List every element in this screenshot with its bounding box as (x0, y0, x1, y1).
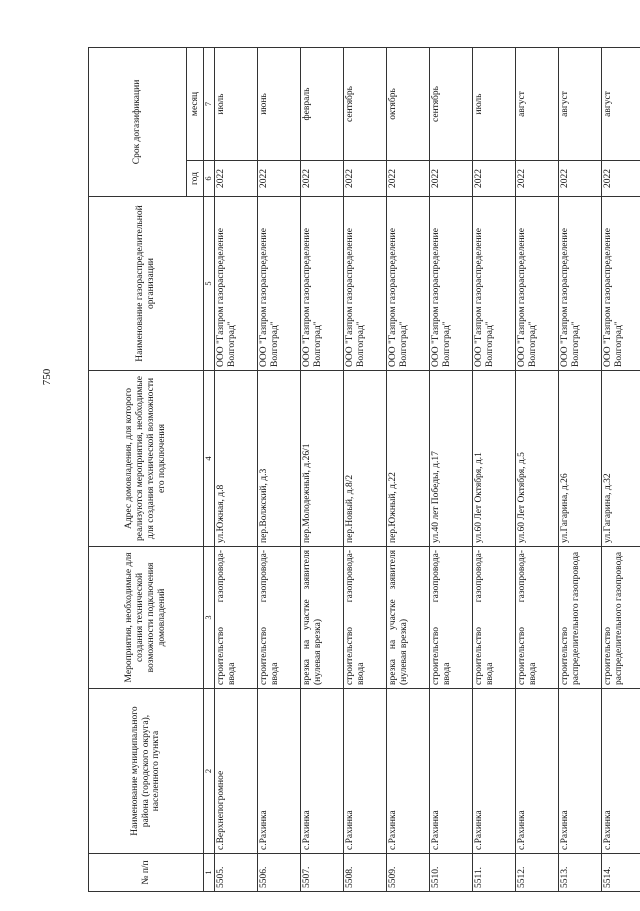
header-district: Наименование муниципального района (городского округа), населенного пункта (89, 689, 204, 854)
table-row (473, 47, 516, 891)
row-number: 5505. (215, 854, 258, 892)
row-month: сентябрь (430, 47, 473, 160)
row-year: 2022 (301, 161, 344, 197)
row-place: с.Рахинка (344, 689, 387, 854)
table-row (516, 47, 559, 891)
row-place: с.Рахинка (473, 689, 516, 854)
row-month: июль (473, 47, 516, 160)
row-measure: строительство распределительного газопровода (602, 547, 640, 689)
row-year: 2022 (516, 161, 559, 197)
row-address: пер.Волжский, д.3 (258, 371, 301, 547)
row-org: ООО "Газпром газораспределение Волгоград" (215, 197, 258, 371)
row-number: 5514. (602, 854, 640, 892)
table-row (344, 47, 387, 891)
column-number: 3 (204, 547, 215, 689)
row-number: 5512. (516, 854, 559, 892)
row-month: июнь (258, 47, 301, 160)
row-org: ООО "Газпром газораспределение Волгоград" (344, 197, 387, 371)
row-year: 2022 (430, 161, 473, 197)
row-address: пер.Южный, д.22 (387, 371, 430, 547)
row-org: ООО "Газпром газораспределение Волгоград" (602, 197, 640, 371)
table-row (301, 47, 344, 891)
table-row (430, 47, 473, 891)
row-address: ул.40 лет Победы, д.17 (430, 371, 473, 547)
column-number: 4 (204, 371, 215, 547)
row-org: ООО "Газпром газораспределение Волгоград" (516, 197, 559, 371)
row-place: с.Рахинка (430, 689, 473, 854)
row-org: ООО "Газпром газораспределение Волгоград" (473, 197, 516, 371)
row-measure: строительство газопровода-ввода (258, 547, 301, 689)
table-row (215, 47, 258, 891)
row-year: 2022 (473, 161, 516, 197)
rotated-table-container (88, 48, 624, 892)
row-measure: строительство газопровода-ввода (516, 547, 559, 689)
row-address: ул.Гагарина, д.32 (602, 371, 640, 547)
header-address: Адрес домовладения, для которого реализуются мероприятия, необходимые для создания технической возможности его подключения (89, 371, 204, 547)
row-place: с.Рахинка (387, 689, 430, 854)
row-number: 5506. (258, 854, 301, 892)
row-place: с.Рахинка (301, 689, 344, 854)
row-month: август (559, 47, 602, 160)
gasification-table (88, 47, 640, 892)
column-number: 6 (204, 161, 215, 197)
row-number: 5510. (430, 854, 473, 892)
row-address: ул.Южная, д.8 (215, 371, 258, 547)
row-measure: строительство газопровода-ввода (344, 547, 387, 689)
row-measure: строительство распределительного газопровода (559, 547, 602, 689)
header-year: год (187, 161, 204, 197)
row-place: с.Рахинка (602, 689, 640, 854)
table-row (559, 47, 602, 891)
column-number: 2 (204, 689, 215, 854)
row-month: август (516, 47, 559, 160)
row-place: с.Рахинка (516, 689, 559, 854)
row-address: ул.60 Лет Октября, д.1 (473, 371, 516, 547)
row-year: 2022 (258, 161, 301, 197)
row-year: 2022 (215, 161, 258, 197)
column-number: 5 (204, 197, 215, 371)
header-org: Наименование газораспределительной организации (89, 197, 204, 371)
row-year: 2022 (602, 161, 640, 197)
header-month: месяц (187, 47, 204, 160)
row-number: 5508. (344, 854, 387, 892)
row-address: пер.Новый, д.8/2 (344, 371, 387, 547)
row-month: сентябрь (344, 47, 387, 160)
column-number: 1 (204, 854, 215, 892)
row-place: с.Рахинка (559, 689, 602, 854)
row-measure: строительство газопровода-ввода (430, 547, 473, 689)
table-row (602, 47, 640, 891)
header-deadline: Срок догазификации (89, 47, 187, 196)
column-number: 7 (204, 47, 215, 160)
row-address: ул.Гагарина, д.26 (559, 371, 602, 547)
row-org: ООО "Газпром газораспределение Волгоград" (258, 197, 301, 371)
row-month: октябрь (387, 47, 430, 160)
row-org: ООО "Газпром газораспределение Волгоград" (559, 197, 602, 371)
row-month: август (602, 47, 640, 160)
header-measures: Мероприятия, необходимые для создания технической возможности подключения домовладений (89, 547, 204, 689)
row-org: ООО "Газпром газораспределение Волгоград" (301, 197, 344, 371)
table-row (258, 47, 301, 891)
row-org: ООО "Газпром газораспределение Волгоград" (387, 197, 430, 371)
row-year: 2022 (344, 161, 387, 197)
row-number: 5513. (559, 854, 602, 892)
row-year: 2022 (559, 161, 602, 197)
row-address: пер.Молодежный, д.26/1 (301, 371, 344, 547)
row-number: 5507. (301, 854, 344, 892)
table-row (387, 47, 430, 891)
row-number: 5511. (473, 854, 516, 892)
row-year: 2022 (387, 161, 430, 197)
row-org: ООО "Газпром газораспределение Волгоград" (430, 197, 473, 371)
row-address: ул.60 Лет Октября, д.5 (516, 371, 559, 547)
row-place: с.Верхнепогромное (215, 689, 258, 854)
row-month: июль (215, 47, 258, 160)
row-measure: строительство газопровода-ввода (473, 547, 516, 689)
page-number: 750 (41, 368, 53, 386)
row-measure: врезка на участке заявителя (нулевая врезка) (387, 547, 430, 689)
row-number: 5509. (387, 854, 430, 892)
row-place: с.Рахинка (258, 689, 301, 854)
row-month: февраль (301, 47, 344, 160)
row-measure: строительство газопровода-ввода (215, 547, 258, 689)
header-num: № п/п (89, 854, 204, 892)
row-measure: врезка на участке заявителя (нулевая врезка) (301, 547, 344, 689)
